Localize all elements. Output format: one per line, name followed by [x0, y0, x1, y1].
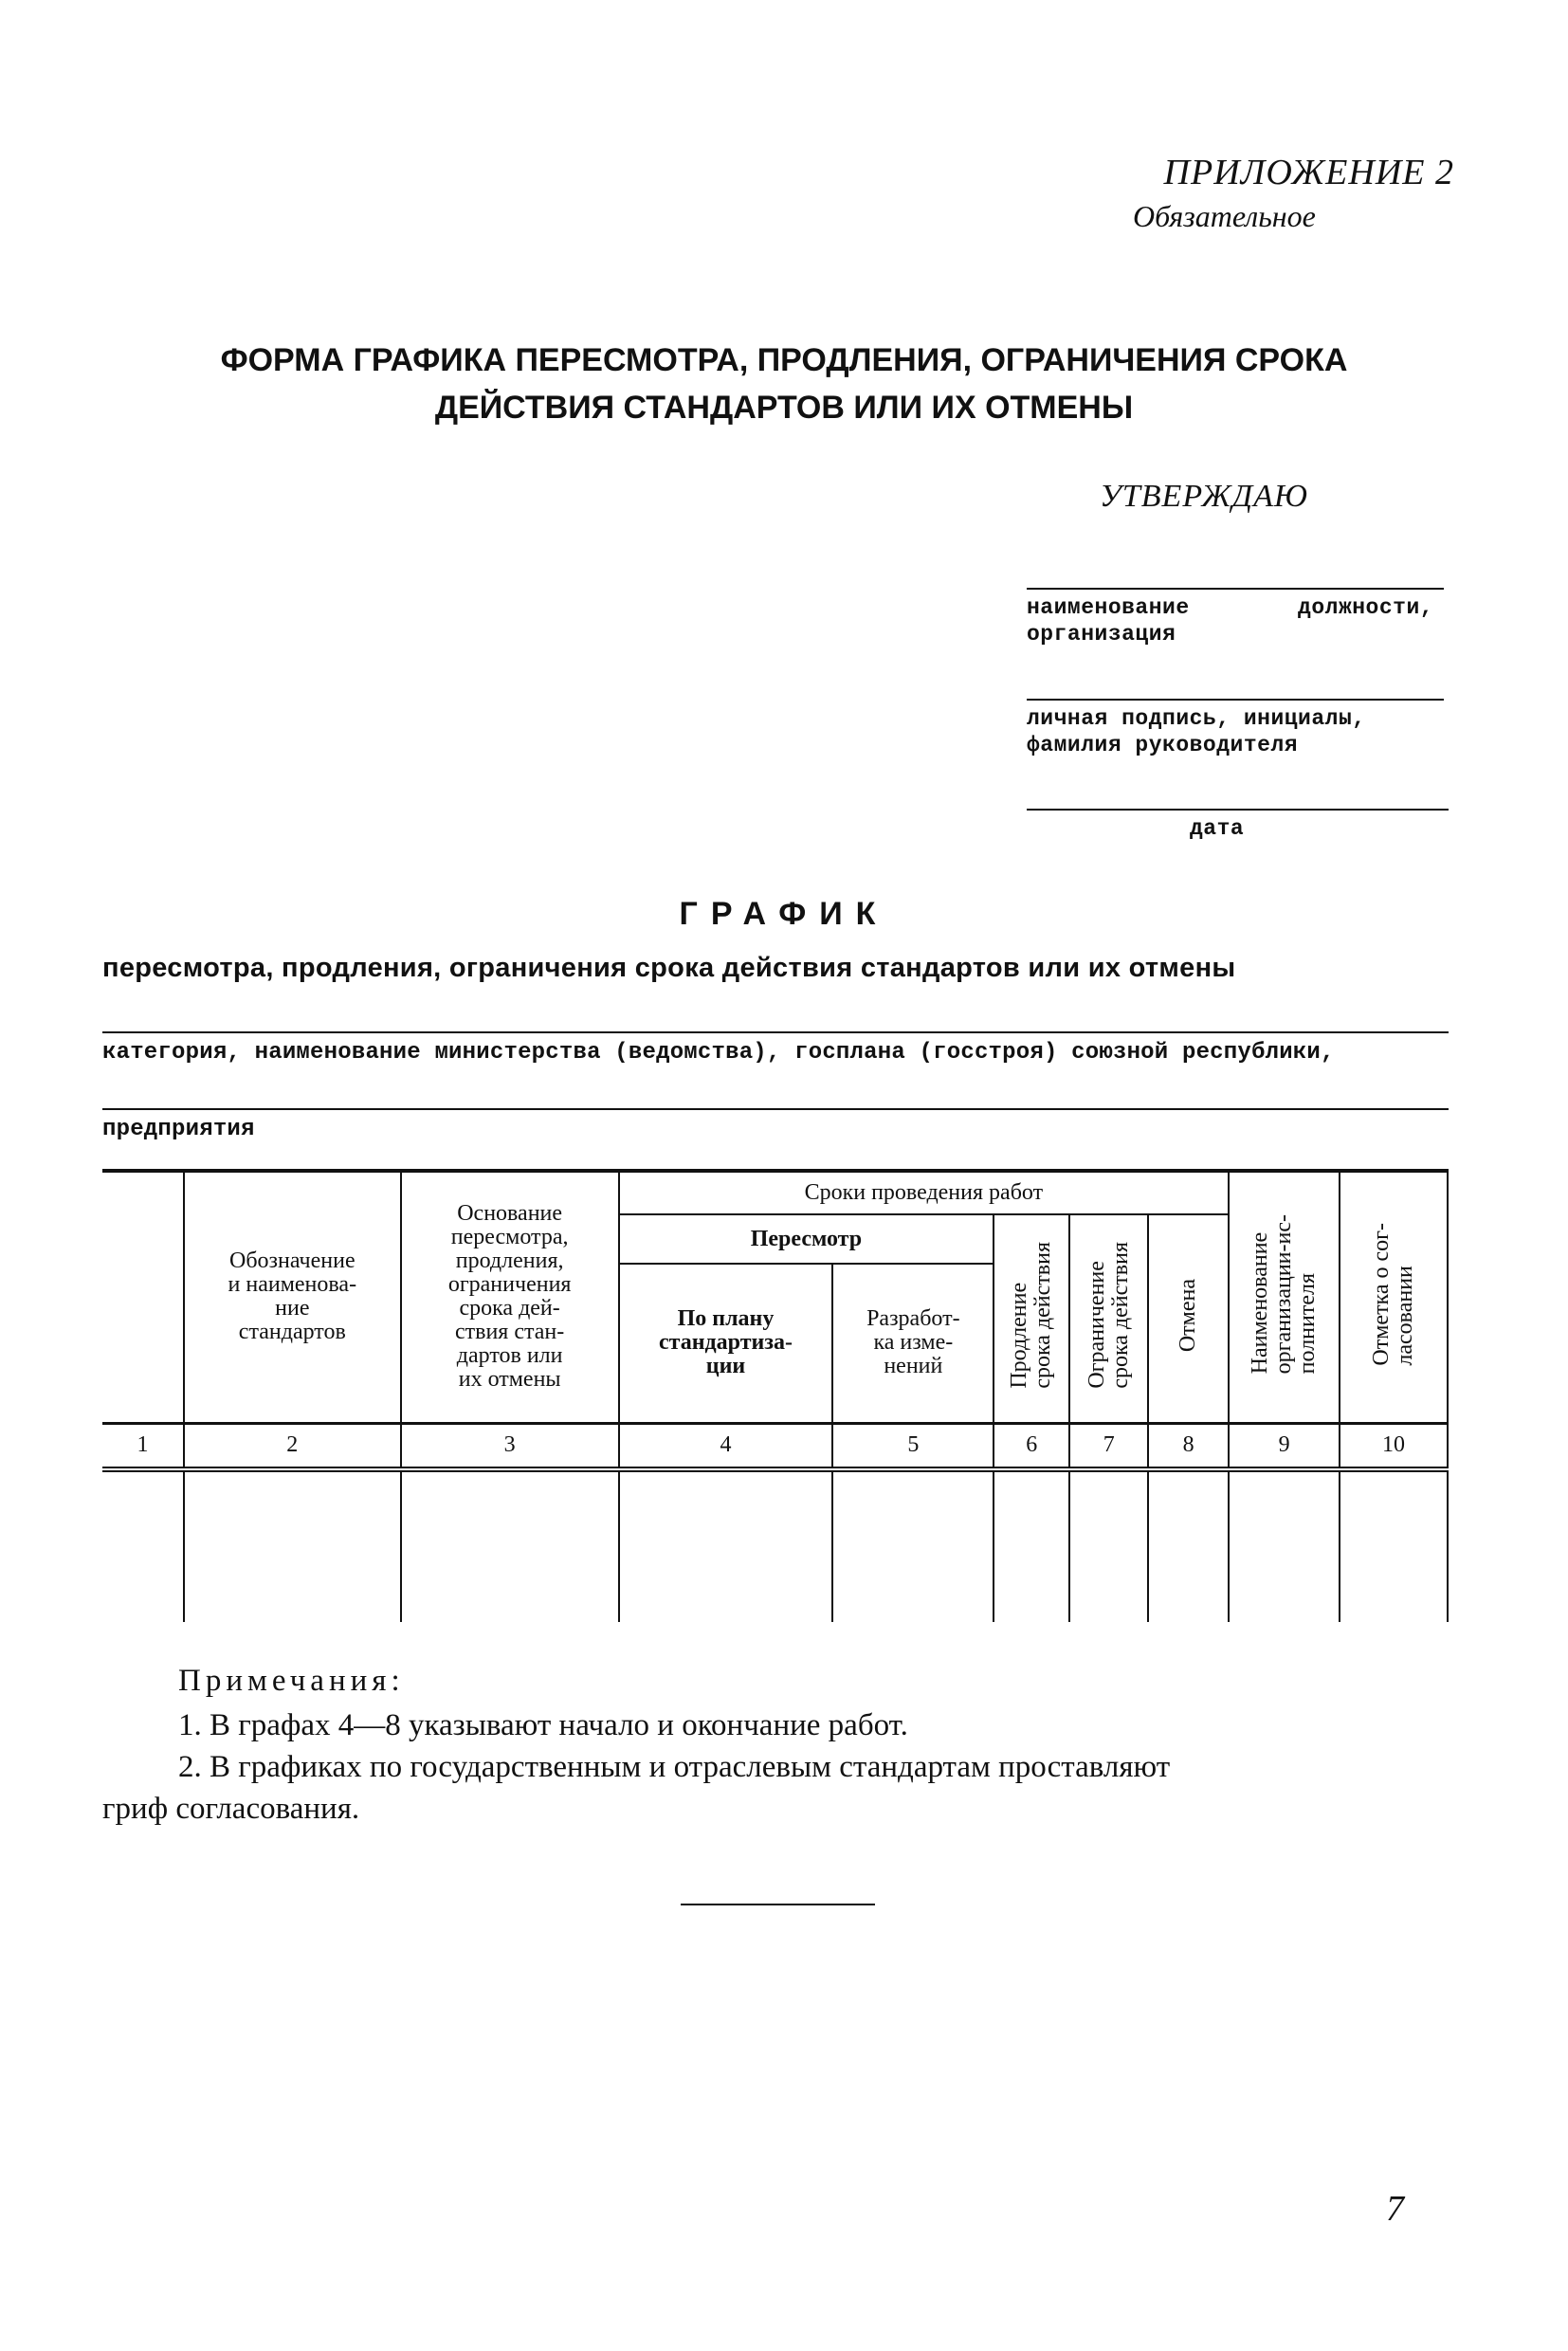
- header-cancellation: Отмена: [1176, 1279, 1201, 1353]
- header-extension-cell: [994, 1214, 1069, 1423]
- header-limitation-cell: [1069, 1214, 1148, 1423]
- table-cell-empty: [184, 1469, 401, 1622]
- header-deadlines: Сроки проведения работ: [619, 1171, 1230, 1214]
- note-1: 1. В графах 4—8 указывают начало и окончание работ.: [178, 1708, 908, 1742]
- table-cell-empty: [994, 1469, 1069, 1622]
- enterprise-line: [102, 1108, 1449, 1110]
- column-number: 2: [184, 1423, 401, 1469]
- header-revision: Пересмотр: [619, 1214, 994, 1264]
- header-empty-cell: [102, 1171, 184, 1423]
- header-basis: Основание пересмотра, продления, ограничения срока дей- ствия стан- дартов или их отмены: [401, 1171, 619, 1423]
- signature-line: [1027, 699, 1444, 701]
- table-cell-empty: [401, 1469, 619, 1622]
- position-caption-line1: наименование должности,: [1027, 595, 1434, 620]
- category-caption: категория, наименование министерства (ведомства), госплана (госстроя) союзной республики,: [102, 1040, 1335, 1066]
- column-number: 7: [1069, 1423, 1148, 1469]
- table-cell-empty: [832, 1469, 994, 1622]
- column-number: 4: [619, 1423, 833, 1469]
- table-cell-empty: [1340, 1469, 1448, 1622]
- position-caption-line2: организация: [1027, 622, 1176, 647]
- position-signature-line: [1027, 588, 1444, 590]
- header-cancellation-cell: [1148, 1214, 1229, 1423]
- header-by-plan: По плану стандартиза- ции: [619, 1264, 833, 1423]
- form-title-line1: ФОРМА ГРАФИКА ПЕРЕСМОТРА, ПРОДЛЕНИЯ, ОГРАНИЧЕНИЯ СРОКА: [220, 342, 1348, 378]
- header-extension: Продление срока действия: [1007, 1242, 1056, 1390]
- schedule-title: ГРАФИК: [679, 896, 889, 932]
- category-line: [102, 1031, 1449, 1033]
- column-number: 1: [102, 1423, 184, 1469]
- table-cell-empty: [619, 1469, 833, 1622]
- table-cell-empty: [102, 1469, 184, 1622]
- header-development: Разработ- ка изме- нений: [832, 1264, 994, 1423]
- signature-caption-line1: личная подпись, инициалы,: [1027, 706, 1366, 731]
- table-cell-empty: [1148, 1469, 1229, 1622]
- header-executor-cell: [1229, 1171, 1340, 1423]
- date-caption: дата: [1190, 816, 1245, 841]
- closing-rule: [681, 1904, 875, 1905]
- note-2-line1: 2. В графиках по государственным и отраслевым стандартам проставляют: [178, 1750, 1171, 1784]
- table-cell-empty: [1069, 1469, 1148, 1622]
- date-line: [1027, 809, 1449, 811]
- header-approval-mark: Отметка о сог- ласовании: [1369, 1222, 1418, 1366]
- approval-label: УТВЕРЖДАЮ: [1100, 479, 1308, 514]
- header-approval-mark-cell: [1340, 1171, 1448, 1423]
- page-number: 7: [1386, 2189, 1404, 2229]
- notes-heading: Примечания:: [178, 1664, 405, 1698]
- table-cell-empty: [1229, 1469, 1340, 1622]
- enterprise-caption: предприятия: [102, 1117, 255, 1142]
- column-number: 6: [994, 1423, 1069, 1469]
- appendix-title: ПРИЛОЖЕНИЕ 2: [1163, 153, 1454, 192]
- header-limitation: Ограничение срока действия: [1084, 1242, 1133, 1390]
- column-number: 10: [1340, 1423, 1448, 1469]
- header-designation: Обозначение и наименова- ние стандартов: [184, 1171, 401, 1423]
- header-executor: Наименование организации-ис- полнителя: [1248, 1214, 1321, 1375]
- note-2-line2: гриф согласования.: [102, 1792, 360, 1826]
- column-number: 3: [401, 1423, 619, 1469]
- signature-caption-line2: фамилия руководителя: [1027, 733, 1299, 757]
- schedule-subtitle: пересмотра, продления, ограничения срока действия стандартов или их отмены: [102, 953, 1236, 983]
- column-number: 9: [1229, 1423, 1340, 1469]
- form-title-line2: ДЕЙСТВИЯ СТАНДАРТОВ ИЛИ ИХ ОТМЕНЫ: [434, 390, 1134, 426]
- schedule-table: [102, 1169, 1449, 1622]
- appendix-subtitle: Обязательное: [1133, 199, 1316, 233]
- column-number: 8: [1148, 1423, 1229, 1469]
- column-number: 5: [832, 1423, 994, 1469]
